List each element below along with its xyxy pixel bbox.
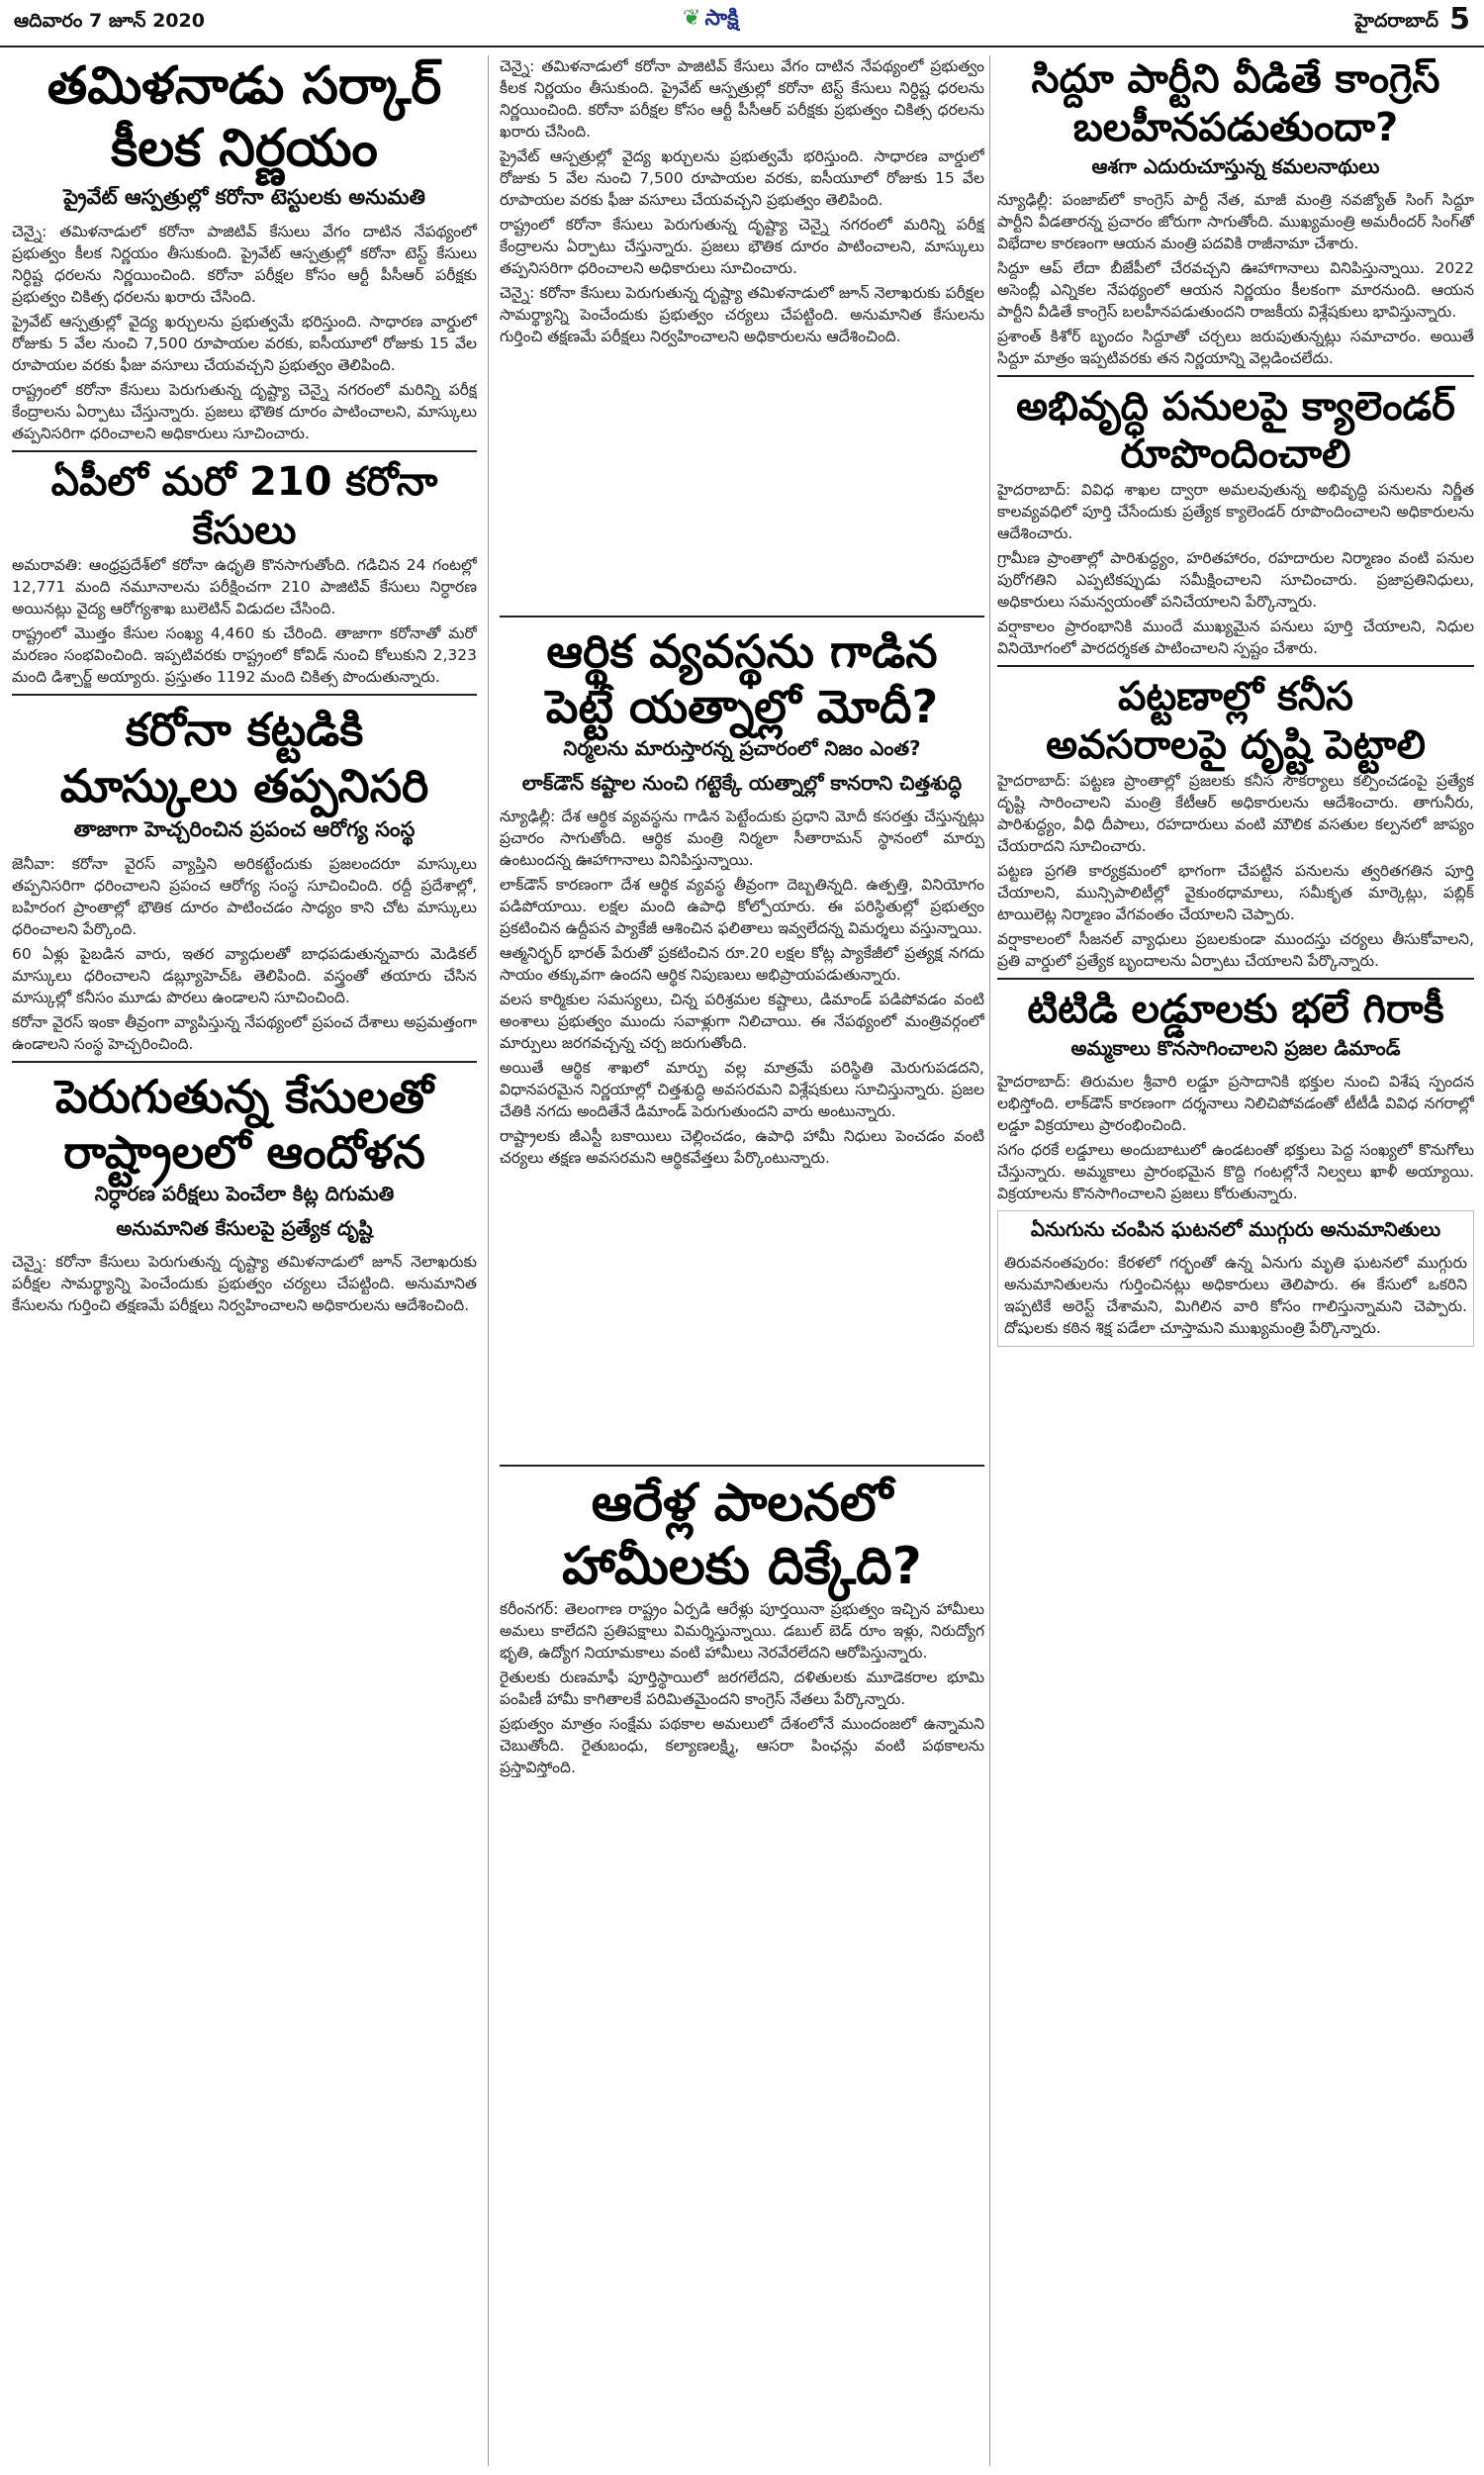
paragraph: రాష్ట్రంలో కరోనా కేసులు పెరుగుతున్న దృష్ట్యా చెన్నై నగరంలో మరిన్ని పరీక్ష కేంద్రాలను ఏర్పాటు చేస్తున్నారు. ప్రజలు భౌతిక దూరం పాటించాలని, మాస్కులు తప్పనిసరిగా ధరించాలని అధికారులు సూచించారు. [12, 380, 477, 442]
article-cases [12, 1069, 477, 1316]
headline: అభివృద్ధి పనులపై క్యాలెండర్ [1016, 383, 1455, 429]
paragraph: జెనీవా: కరోనా వైరస్ వ్యాప్తిని అరికట్టేందుకు ప్రజలందరూ మాస్కులు తప్పనిసరిగా ధరించాలని ప్రపంచ ఆరోగ్య సంస్థ సూచించింది. రద్దీ ప్రదేశాల్లో, బహిరంగ ప్రాంతాల్లో భౌతిక దూరం పాటించడం సాధ్యం కాని చోట మాస్కులు ధరించాలని పేర్కొంది. [12, 854, 477, 938]
paragraph: అమరావతి: ఆంధ్రప్రదేశ్‌లో కరోనా ఉధృతి కొనసాగుతోంది. గడిచిన 24 గంటల్లో 12,771 మంది నమూనాలను పరీక్షించగా 210 పాజిటివ్ కేసులు నిర్ధారణ అయినట్లు వైద్య ఆరోగ్యశాఖ బులెటిన్ విడుదల చేసింది. [12, 556, 477, 619]
logo-text: సాక్షి [704, 6, 739, 31]
paragraph: హైదరాబాద్: తిరుమల శ్రీవారి లడ్డూ ప్రసాదానికి భక్తుల నుంచి విశేష స్పందన లభిస్తోంది. లాక్‌డౌన్ కారణంగా దర్శనాలు నిలిచిపోవడంతో టీటీడీ వివిధ నగరాల్లో లడ్డూ విక్రయాలు ప్రారంభించింది. [997, 1072, 1474, 1134]
article-body [12, 221, 477, 444]
headline: బలహీనపడుతుందా? [1072, 104, 1399, 150]
column-divider [989, 55, 990, 2466]
paragraph: పట్టణ ప్రగతి కార్యక్రమంలో భాగంగా చేపట్టిన పనులను త్వరితగతిన పూర్తి చేయాలని, మున్సిపాలిటీల్లో వైకుంఠధామాలు, సమీకృత మార్కెట్లు, పబ్లిక్ టాయిలెట్ల నిర్మాణం వేగవంతం చేయాలని చెప్పారు. [997, 861, 1474, 923]
paragraph: ప్రైవేట్ ఆస్పత్రుల్లో వైద్య ఖర్చులను ప్రభుత్వమే భరిస్తుంది. సాధారణ వార్డులో రోజుకు 5 వేల నుంచి 7,500 రూపాయల వరకు, ఐసీయూలో రోజుకు 15 వేల రూపాయల వరకు ఫీజు వసూలు చేయవచ్చని ప్రభుత్వం తెలిపింది. [500, 147, 984, 209]
paragraph: సగం ధరకే లడ్డూలు అందుబాటులో ఉండటంతో భక్తులు పెద్ద సంఖ్యలో కొనుగోలు చేస్తున్నారు. అమ్మకాలు ప్రారంభమైన కొద్ది గంటల్లోనే నిల్వలు ఖాళీ అయ్యాయి. విక్రయాలను కొనసాగించాలని ప్రజలు కోరుతున్నారు. [997, 1140, 1474, 1202]
divider [500, 1465, 984, 1467]
issue-date: ఆదివారం 7 జూన్ 2020 [14, 10, 205, 32]
paragraph: న్యూఢిల్లీ: దేశ ఆర్థిక వ్యవస్థను గాడిన పెట్టేందుకు ప్రధాని మోదీ కసరత్తు చేస్తున్నట్లు ప్రచారం సాగుతోంది. ఆర్థిక మంత్రి నిర్మలా సీతారామన్ స్థానంలో మార్పు ఉంటుందన్న ఊహాగానాలు వినిపిస్తున్నాయి. [500, 808, 984, 870]
subheadline: ప్రైవేట్ ఆస్పత్రుల్లో కరోనా టెస్టులకు అనుమతి [63, 184, 425, 209]
subheadline: నిర్మలను మారుస్తారన్న ప్రచారంలో నిజం ఎంత? [563, 736, 921, 761]
article-ap [12, 458, 477, 689]
masthead [0, 0, 1484, 48]
paragraph: రాష్ట్రాలకు జీఎస్టీ బకాయిలు చెల్లించడం, ఉపాధి హామీ నిధులు పెంచడం వంటి చర్యలు తక్షణ అవసరమని ఆర్థికవేత్తలు పేర్కొంటున్నారు. [500, 1127, 984, 1168]
column-divider [488, 55, 489, 2466]
column-right [997, 55, 1474, 2466]
article-continuation [500, 55, 984, 610]
article-ttd [997, 986, 1474, 1204]
article-body [997, 189, 1474, 369]
paragraph: చెన్నై: కరోనా కేసులు పెరుగుతున్న దృష్ట్యా తమిళనాడులో జూన్ నెలాఖరుకు పరీక్షల సామర్థ్యాన్ని పెంచేందుకు ప్రభుత్వం చర్యలు చేపట్టింది. అనుమానిత కేసులను గుర్తించి తక్షణమే పరీక్షలు నిర్వహించాలని అధికారులను ఆదేశించింది. [12, 1252, 477, 1314]
headline: హామీలకు దిక్కేది? [562, 1536, 922, 1596]
article-calendar [997, 383, 1474, 660]
article-tn [12, 55, 477, 444]
paragraph: గ్రామీణ ప్రాంతాల్లో పారిశుద్ధ్యం, హరితహారం, రహదారుల నిర్మాణం వంటి పనుల పురోగతిని ఎప్పటికప్పుడు సమీక్షించాలని సూచించారు. ప్రజాప్రతినిధులు, అధికారులు సమన్వయంతో పనిచేయాలని పేర్కొన్నారు. [997, 549, 1474, 612]
paragraph: రైతులకు రుణమాఫీ పూర్తిస్థాయిలో జరగలేదని, దళితులకు మూడెకరాల భూమి పంపిణీ హామీ కాగితాలకే పరిమితమైందని కాంగ్రెస్ నేతలు పేర్కొన్నారు. [500, 1668, 984, 1709]
paragraph: కరీంనగర్: తెలంగాణ రాష్ట్రం ఏర్పడి ఆరేళ్లు పూర్తయినా ప్రభుత్వం ఇచ్చిన హామీలు అమలు కాలేదని ప్రతిపక్షాలు విమర్శిస్తున్నాయి. డబుల్ బెడ్ రూం ఇళ్లు, నిరుద్యోగ భృతి, ఉద్యోగ నియామకాలు వంటి హామీలు నెరవేరలేదని ఆరోపిస్తున్నారు. [500, 1600, 984, 1663]
article-masks [12, 702, 477, 1054]
article-elephant [997, 1210, 1474, 1347]
headline: మాస్కులు తప్పనిసరి [59, 758, 429, 812]
headline: సిద్దూ పార్టీని వీడితే కాంగ్రెస్ [1031, 56, 1440, 102]
divider [12, 1061, 477, 1063]
divider [12, 450, 477, 452]
paragraph: తిరువనంతపురం: కేరళలో గర్భంతో ఉన్న ఏనుగు మృతి ఘటనలో ముగ్గురు అనుమానితులను గుర్తించినట్లు అధికారులు తెలిపారు. ఈ కేసులో ఒకరిని ఇప్పటికే అరెస్ట్ చేశామని, మిగిలిన వారి కోసం గాలిస్తున్నామని చెప్పారు. దోషులకు కఠిన శిక్ష పడేలా చూస్తామని ముఖ్యమంత్రి పేర్కొన్నారు. [1004, 1253, 1467, 1337]
paragraph: రాష్ట్రంలో మొత్తం కేసుల సంఖ్య 4,460 కు చేరింది. తాజాగా కరోనాతో మరో మరణం సంభవించింది. ఇప్పటివరకు రాష్ట్రంలో కోవిడ్ నుంచి కోలుకుని 2,323 మంది డిశ్చార్జ్ అయ్యారు. ప్రస్తుతం 1192 మంది చికిత్స పొందుతున్నారు. [12, 624, 477, 687]
headline: పెట్టే యత్నాల్లో మోదీ? [545, 680, 939, 734]
headline: అవసరాలపై దృష్టి పెట్టాలి [1046, 721, 1426, 768]
paragraph: అయితే ఆర్థిక శాఖలో మార్పు వల్ల మాత్రమే పరిస్థితి మెరుగుపడదని, విధానపరమైన నిర్ణయాల్లో చిత్తశుద్ధి అవసరమని విశ్లేషకులు సూచిస్తున్నారు. ప్రజల చేతికి నగదు అందితేనే డిమాండ్ పెరుగుతుందని వారు అంటున్నారు. [500, 1059, 984, 1121]
divider [997, 375, 1474, 377]
paragraph: ప్రభుత్వం మాత్రం సంక్షేమ పథకాల అమలులో దేశంలోనే ముందంజలో ఉన్నామని చెబుతోంది. రైతుబంధు, కల్యాణలక్ష్మి, ఆసరా పింఛన్లు వంటి పథకాలను ప్రస్తావిస్తోంది. [500, 1715, 984, 1777]
headline: పట్టణాల్లో కనీస [1117, 674, 1354, 720]
article-siddu [997, 55, 1474, 369]
paragraph: చెన్నై: తమిళనాడులో కరోనా పాజిటివ్ కేసులు వేగం దాటిన నేపథ్యంలో ప్రభుత్వం కీలక నిర్ణయం తీసుకుంది. ప్రైవేట్ ఆస్పత్రుల్లో కరోనా టెస్ట్ కేసులు నిర్ధిష్ట ధరలను నిర్ణయించింది. కరోనా పరీక్షల కోసం ఆర్టీ పీసీఆర్ పరీక్షకు ప్రభుత్వం చికిత్స ధరలను ఖరారు చేసింది. [500, 57, 984, 141]
article-body [997, 770, 1474, 972]
headline: తమిళనాడు సర్కార్ [46, 56, 442, 116]
subheadline: నిర్ధారణ పరీక్షలు పెంచేలా కిట్ల దిగుమతి [94, 1181, 395, 1205]
subheadline: తాజాగా హెచ్చరించిన ప్రపంచ ఆరోగ్య సంస్థ [73, 816, 416, 841]
paragraph: 60 ఏళ్లు పైబడిన వారు, ఇతర వ్యాధులతో బాధపడుతున్నవారు మెడికల్ మాస్కులు ధరించాలని డబ్ల్యూహెచ్ఓ తెలిపింది. వస్త్రంతో తయారు చేసిన మాస్కుల్లో కనీసం మూడు పొరలు ఉండాలని సూచించింది. [12, 944, 477, 1006]
article-economy [500, 623, 984, 1459]
paragraph: హైదరాబాద్: వివిధ శాఖల ద్వారా అమలవుతున్న అభివృద్ధి పనులను నిర్ణీత కాలవ్యవధిలో పూర్తి చేసేందుకు ప్రత్యేక క్యాలెండర్ రూపొందించాలని అధికారులను ఆదేశించారు. [997, 481, 1474, 543]
paragraph: హైదరాబాద్: పట్టణ ప్రాంతాల్లో ప్రజలకు కనీస సౌకర్యాలు కల్పించడంపై ప్రత్యేక దృష్టి సారించాలని మంత్రి కేటీఆర్ అధికారులను ఆదేశించారు. తాగునీరు, పారిశుద్ధ్యం, వీధి దీపాలు, రహదారులు వంటి మౌలిక వసతుల కల్పనలో జాప్యం చేయరాదని సూచించారు. [997, 771, 1474, 855]
paragraph: కరోనా వైరస్ ఇంకా తీవ్రంగా వ్యాపిస్తున్న నేపథ్యంలో ప్రపంచ దేశాలు అప్రమత్తంగా ఉండాలని సంస్థ హెచ్చరించింది. [12, 1012, 477, 1053]
page-number: 5 [1449, 2, 1470, 37]
headline: రాష్ట్రాలలో ఆందోళన [63, 1124, 425, 1179]
leaf-icon: ❦ [683, 6, 701, 31]
paragraph: న్యూఢిల్లీ: పంజాబ్‌లో కాంగ్రెస్ పార్టీ నేత, మాజీ మంత్రి నవజ్యోత్ సింగ్ సిద్దూ పార్టీని వీడతారన్న ప్రచారం జోరుగా సాగుతోంది. ముఖ్యమంత్రి అమరీందర్ సింగ్‌తో విభేదాల కారణంగా ఆయన మంత్రి పదవికి రాజీనామా చేశారు. [997, 190, 1474, 252]
paragraph: రాష్ట్రంలో కరోనా కేసులు పెరుగుతున్న దృష్ట్యా చెన్నై నగరంలో మరిన్ని పరీక్ష కేంద్రాలను ఏర్పాటు చేస్తున్నారు. ప్రజలు భౌతిక దూరం పాటించాలని, మాస్కులు తప్పనిసరిగా ధరించాలని అధికారులు సూచించారు. [500, 216, 984, 277]
newspaper-logo [683, 6, 739, 36]
headline: ఏనుగును చంపిన ఘటనలో ముగ్గురు అనుమానితులు [1030, 1216, 1441, 1241]
article-body [12, 853, 477, 1055]
subheadline: అమ్మకాలు కొనసాగించాలని ప్రజల డిమాండ్ [1070, 1035, 1401, 1060]
headline: కరోనా కట్టడికి [125, 703, 364, 757]
article-body [500, 806, 984, 1459]
headline: రూపొందించాలి [1120, 431, 1351, 478]
edition-city: హైదరాబాద్ [1354, 10, 1438, 32]
paragraph: ప్రశాంత్ కిశోర్ బృందం సిద్దూతో చర్చలు జరుపుతున్నట్లు సమాచారం. అయితే సిద్దూ మాత్రం ఇప్పటివరకు తన నిర్ణయాన్ని వెల్లడించలేదు. [997, 327, 1474, 367]
headline: ఏపీలో మరో 210 కరోనా కేసులు [50, 458, 438, 553]
divider [997, 978, 1474, 980]
paragraph: లాక్‌డౌన్ కారణంగా దేశ ఆర్థిక వ్యవస్థ తీవ్రంగా దెబ్బతిన్నది. ఉత్పత్తి, వినియోగం పడిపోయాయి. లక్షల మంది ఉపాధి కోల్పోయారు. ఈ పరిస్థితుల్లో ప్రభుత్వం ప్రకటించిన ఉద్దీపన ప్యాకేజీ ఆశించిన ఫలితాలు ఇవ్వలేదన్న విమర్శలు వస్తున్నాయి. [500, 876, 984, 938]
article-body [997, 479, 1474, 659]
article-towns [997, 673, 1474, 972]
article-body [997, 1071, 1474, 1204]
subheadline: అనుమానిత కేసులపై ప్రత్యేక దృష్టి [116, 1215, 373, 1240]
article-body [1004, 1252, 1467, 1339]
paragraph: ప్రైవేట్ ఆస్పత్రుల్లో వైద్య ఖర్చులను ప్రభుత్వమే భరిస్తుంది. సాధారణ వార్డులో రోజుకు 5 వేల నుంచి 7,500 రూపాయల వరకు, ఐసీయూలో రోజుకు 15 వేల రూపాయల వరకు ఫీజు వసూలు చేయవచ్చని ప్రభుత్వం తెలిపింది. [12, 312, 477, 374]
article-rule [500, 1473, 984, 1778]
article-body [500, 1598, 984, 1778]
paragraph: సిద్దూ ఆప్ లేదా బీజేపీలో చేరవచ్చని ఊహాగానాలు వినిపిస్తున్నాయి. 2022 అసెంబ్లీ ఎన్నికల నేపథ్యంలో ఆయన నిర్ణయం కీలకంగా మారనుంది. ఆయన పార్టీని వీడితే కాంగ్రెస్ బలహీనపడుతుందని రాజకీయ విశ్లేషకులు భావిస్తున్నారు. [997, 258, 1474, 321]
headline: ఆర్థిక వ్యవస్థను గాడిన [546, 624, 938, 678]
divider [500, 616, 984, 618]
article-body [500, 55, 984, 347]
column-left [12, 55, 477, 2466]
article-body [12, 1251, 477, 1316]
paragraph: వలస కార్మికుల సమస్యలు, చిన్న పరిశ్రమల కష్టాలు, డిమాండ్ పడిపోవడం వంటి అంశాలు ప్రభుత్వం ముందు సవాళ్లుగా నిలిచాయి. ఈ నేపథ్యంలో మంత్రివర్గంలో మార్పులు జరగవచ్చన్న చర్చ జరుగుతోంది. [500, 991, 984, 1053]
article-body [12, 554, 477, 688]
paragraph: వర్షాకాలం ప్రారంభానికి ముందే ముఖ్యమైన పనులు పూర్తి చేయాలని, నిధుల వినియోగంలో పారదర్శకత పాటించాలని స్పష్టం చేశారు. [997, 618, 1474, 658]
paragraph: ఆత్మనిర్భర్ భారత్ పేరుతో ప్రకటించిన రూ.20 లక్షల కోట్ల ప్యాకేజీలో ప్రత్యక్ష నగదు సాయం తక్కువగా ఉందని ఆర్థిక నిపుణులు అభిప్రాయపడుతున్నారు. [500, 944, 984, 985]
headline: టిటిడి లడ్డూలకు భలే గిరాకీ [1027, 986, 1444, 1032]
headline: కీలక నిర్ణయం [111, 119, 378, 179]
paragraph: చెన్నై: తమిళనాడులో కరోనా పాజిటివ్ కేసులు వేగం దాటిన నేపథ్యంలో ప్రభుత్వం కీలక నిర్ణయం తీసుకుంది. ప్రైవేట్ ఆస్పత్రుల్లో కరోనా టెస్ట్ కేసులు నిర్ధిష్ట ధరలను నిర్ణయించింది. కరోనా పరీక్షల కోసం ఆర్టీ పీసీఆర్ పరీక్షకు ప్రభుత్వం చికిత్స ధరలను ఖరారు చేసింది. [12, 222, 477, 306]
subheadline: లాక్‌డౌన్ కష్టాల నుంచి గట్టెక్కే యత్నాల్లో కానరాని చిత్తశుద్ధి [521, 771, 963, 796]
divider [12, 694, 477, 696]
headline: ఆరేళ్ల పాలనలో [591, 1474, 893, 1534]
column-middle [500, 55, 984, 2466]
paragraph: చెన్నై: కరోనా కేసులు పెరుగుతున్న దృష్ట్యా తమిళనాడులో జూన్ నెలాఖరుకు పరీక్షల సామర్థ్యాన్ని పెంచేందుకు ప్రభుత్వం చర్యలు చేపట్టింది. అనుమానిత కేసులను గుర్తించి తక్షణమే పరీక్షలు నిర్వహించాలని అధికారులను ఆదేశించింది. [500, 284, 984, 345]
divider [997, 665, 1474, 667]
paragraph: వర్షాకాలంలో సీజనల్ వ్యాధులు ప్రబలకుండా ముందస్తు చర్యలు తీసుకోవాలని, ప్రతి వార్డులో ప్రత్యేక బృందాలను ఏర్పాటు చేయాలని పేర్కొన్నారు. [997, 929, 1474, 970]
headline: పెరుగుతున్న కేసులతో [54, 1069, 434, 1123]
subheadline: ఆశగా ఎదురుచూస్తున్న కమలనాథులు [1091, 153, 1380, 178]
